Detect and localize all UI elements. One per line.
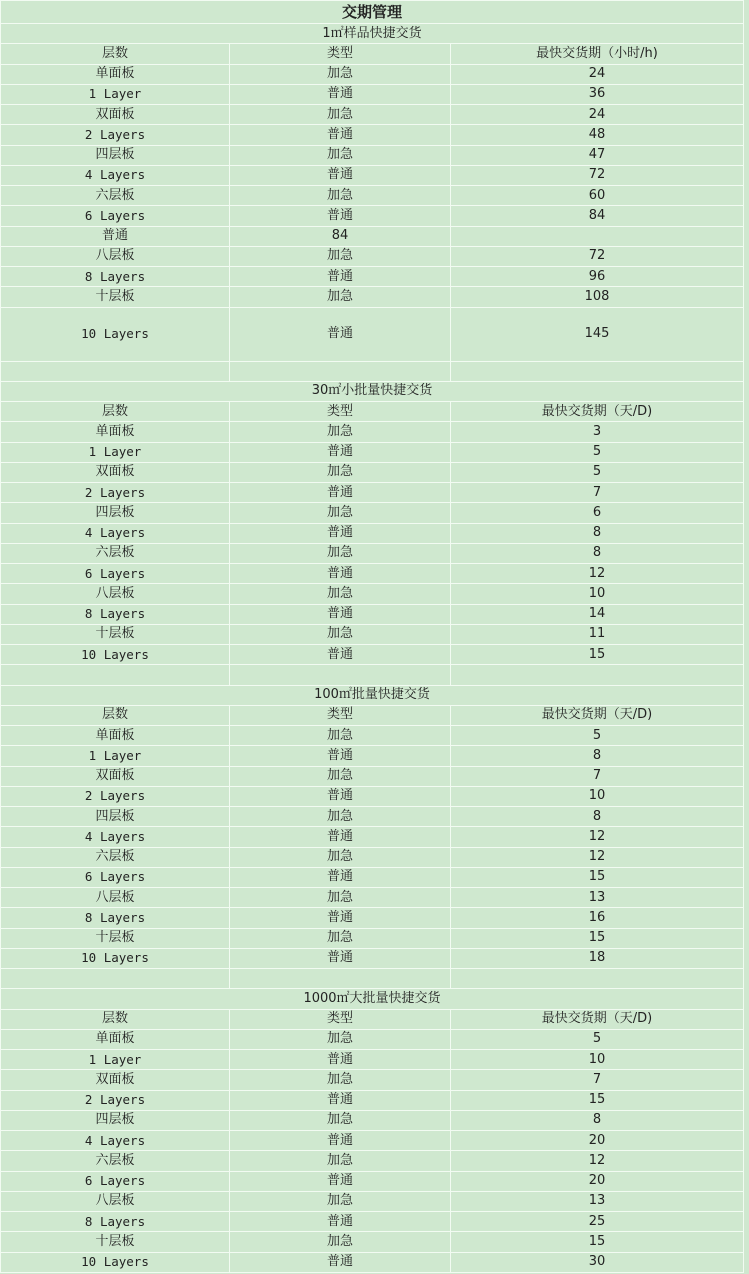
section-title-row <box>1 685 744 705</box>
type-cell: 普通 <box>230 867 451 887</box>
type-cell: 普通 <box>230 604 451 624</box>
delivery-time-cell: 15 <box>451 1232 744 1252</box>
delivery-time-cell: 8 <box>451 746 744 766</box>
layer-cell: 10 Layers <box>1 307 230 361</box>
table-row <box>1 564 744 584</box>
section-title-row <box>1 381 744 401</box>
layer-cell: 八层板 <box>1 584 230 604</box>
layer-cell: 1 Layer <box>1 84 230 104</box>
delivery-time-cell: 5 <box>451 462 744 482</box>
table-row <box>1 422 744 442</box>
delivery-time-cell: 12 <box>451 564 744 584</box>
type-cell: 加急 <box>230 543 451 563</box>
delivery-time-cell: 5 <box>451 442 744 462</box>
table-row <box>1 847 744 867</box>
table-row <box>1 1191 744 1211</box>
table-row <box>1 1232 744 1252</box>
delivery-time-cell: 14 <box>451 604 744 624</box>
layer-cell: 十层板 <box>1 287 230 307</box>
type-cell: 普通 <box>230 307 451 361</box>
table-row <box>1 125 744 145</box>
type-cell: 普通 <box>230 165 451 185</box>
column-header: 最快交货期（天/D) <box>451 705 744 725</box>
column-header: 层数 <box>1 402 230 422</box>
table-row <box>1 1050 744 1070</box>
type-cell: 普通 <box>230 645 451 665</box>
table-row <box>1 307 744 361</box>
type-cell: 普通 <box>230 84 451 104</box>
type-cell: 加急 <box>230 64 451 84</box>
layer-cell: 单面板 <box>1 1029 230 1049</box>
delivery-time-cell: 20 <box>451 1131 744 1151</box>
section-title: 1㎡样品快捷交货 <box>1 24 744 44</box>
type-cell: 加急 <box>230 287 451 307</box>
layer-cell: 双面板 <box>1 105 230 125</box>
type-cell: 84 <box>230 226 451 246</box>
layer-cell: 十层板 <box>1 1232 230 1252</box>
header-row <box>1 705 744 725</box>
table-row <box>1 442 744 462</box>
type-cell: 加急 <box>230 186 451 206</box>
type-cell: 普通 <box>230 1212 451 1232</box>
layer-cell: 8 Layers <box>1 604 230 624</box>
table-row <box>1 766 744 786</box>
table-row <box>1 746 744 766</box>
column-header: 类型 <box>230 705 451 725</box>
type-cell: 加急 <box>230 1029 451 1049</box>
column-header: 最快交货期（小时/h) <box>451 44 744 64</box>
delivery-time-cell: 30 <box>451 1252 744 1272</box>
table-row <box>1 807 744 827</box>
delivery-time-cell: 24 <box>451 64 744 84</box>
delivery-time-cell: 8 <box>451 523 744 543</box>
layer-cell: 2 Layers <box>1 1090 230 1110</box>
delivery-time-cell: 8 <box>451 1110 744 1130</box>
type-cell: 加急 <box>230 888 451 908</box>
layer-cell: 6 Layers <box>1 564 230 584</box>
type-cell: 加急 <box>230 105 451 125</box>
delivery-time-cell: 25 <box>451 1212 744 1232</box>
empty-cell <box>451 969 744 989</box>
delivery-time-cell <box>451 226 744 246</box>
table-row <box>1 888 744 908</box>
layer-cell: 4 Layers <box>1 827 230 847</box>
type-cell: 加急 <box>230 1110 451 1130</box>
table-row <box>1 145 744 165</box>
type-cell: 加急 <box>230 1232 451 1252</box>
table-row <box>1 786 744 806</box>
table-row <box>1 1252 744 1272</box>
type-cell: 加急 <box>230 246 451 266</box>
type-cell: 普通 <box>230 483 451 503</box>
layer-cell: 10 Layers <box>1 1252 230 1272</box>
type-cell: 加急 <box>230 503 451 523</box>
empty-cell <box>230 665 451 685</box>
column-header: 最快交货期（天/D) <box>451 1009 744 1029</box>
table-row <box>1 105 744 125</box>
layer-cell: 1 Layer <box>1 746 230 766</box>
layer-cell: 10 Layers <box>1 645 230 665</box>
delivery-time-cell: 11 <box>451 624 744 644</box>
section-title: 100㎡批量快捷交货 <box>1 685 744 705</box>
type-cell: 加急 <box>230 584 451 604</box>
type-cell: 加急 <box>230 766 451 786</box>
delivery-time-cell: 60 <box>451 186 744 206</box>
layer-cell: 四层板 <box>1 145 230 165</box>
delivery-time-cell: 15 <box>451 867 744 887</box>
layer-cell: 普通 <box>1 226 230 246</box>
layer-cell: 十层板 <box>1 928 230 948</box>
delivery-time-cell: 72 <box>451 246 744 266</box>
spacer-row <box>1 969 744 989</box>
table-row <box>1 1070 744 1090</box>
column-header: 类型 <box>230 1009 451 1029</box>
delivery-time-cell: 13 <box>451 1191 744 1211</box>
type-cell: 普通 <box>230 1050 451 1070</box>
type-cell: 普通 <box>230 267 451 287</box>
delivery-time-cell: 15 <box>451 1090 744 1110</box>
layer-cell: 双面板 <box>1 766 230 786</box>
table-row <box>1 1029 744 1049</box>
delivery-table-body <box>1 1 744 1273</box>
header-row <box>1 1009 744 1029</box>
delivery-time-cell: 72 <box>451 165 744 185</box>
layer-cell: 8 Layers <box>1 1212 230 1232</box>
table-row <box>1 645 744 665</box>
layer-cell: 八层板 <box>1 888 230 908</box>
type-cell: 普通 <box>230 1171 451 1191</box>
spacer-row <box>1 665 744 685</box>
layer-cell: 六层板 <box>1 186 230 206</box>
layer-cell: 单面板 <box>1 64 230 84</box>
table-row <box>1 503 744 523</box>
delivery-time-cell: 12 <box>451 847 744 867</box>
table-row <box>1 267 744 287</box>
delivery-time-cell: 5 <box>451 1029 744 1049</box>
delivery-time-cell: 16 <box>451 908 744 928</box>
layer-cell: 4 Layers <box>1 1131 230 1151</box>
delivery-time-cell: 145 <box>451 307 744 361</box>
type-cell: 普通 <box>230 1252 451 1272</box>
empty-cell <box>230 361 451 381</box>
type-cell: 普通 <box>230 1090 451 1110</box>
layer-cell: 6 Layers <box>1 1171 230 1191</box>
layer-cell: 4 Layers <box>1 523 230 543</box>
type-cell: 普通 <box>230 125 451 145</box>
header-row <box>1 402 744 422</box>
type-cell: 加急 <box>230 1070 451 1090</box>
layer-cell: 六层板 <box>1 543 230 563</box>
section-title-row <box>1 989 744 1009</box>
type-cell: 普通 <box>230 523 451 543</box>
table-row <box>1 928 744 948</box>
table-row <box>1 624 744 644</box>
section-title: 1000㎡大批量快捷交货 <box>1 989 744 1009</box>
layer-cell: 2 Layers <box>1 125 230 145</box>
layer-cell: 四层板 <box>1 807 230 827</box>
section-title: 30㎡小批量快捷交货 <box>1 381 744 401</box>
delivery-time-cell: 8 <box>451 807 744 827</box>
table-row <box>1 1212 744 1232</box>
layer-cell: 单面板 <box>1 726 230 746</box>
delivery-time-cell: 13 <box>451 888 744 908</box>
type-cell: 加急 <box>230 1151 451 1171</box>
layer-cell: 4 Layers <box>1 165 230 185</box>
table-row <box>1 908 744 928</box>
delivery-time-cell: 10 <box>451 786 744 806</box>
layer-cell: 十层板 <box>1 624 230 644</box>
table-row <box>1 523 744 543</box>
table-row <box>1 726 744 746</box>
delivery-time-cell: 7 <box>451 483 744 503</box>
layer-cell: 八层板 <box>1 1191 230 1211</box>
delivery-time-cell: 36 <box>451 84 744 104</box>
layer-cell: 8 Layers <box>1 267 230 287</box>
table-row <box>1 186 744 206</box>
delivery-time-cell: 8 <box>451 543 744 563</box>
delivery-time-cell: 5 <box>451 726 744 746</box>
table-row <box>1 827 744 847</box>
delivery-time-cell: 10 <box>451 584 744 604</box>
empty-cell <box>1 361 230 381</box>
header-row <box>1 44 744 64</box>
type-cell: 加急 <box>230 807 451 827</box>
table-row <box>1 1151 744 1171</box>
delivery-time-cell: 48 <box>451 125 744 145</box>
delivery-time-cell: 47 <box>451 145 744 165</box>
table-row <box>1 483 744 503</box>
table-row <box>1 64 744 84</box>
column-header: 层数 <box>1 1009 230 1029</box>
type-cell: 普通 <box>230 908 451 928</box>
table-row <box>1 206 744 226</box>
table-row <box>1 543 744 563</box>
table-row <box>1 1131 744 1151</box>
layer-cell: 10 Layers <box>1 948 230 968</box>
empty-cell <box>451 361 744 381</box>
table-row <box>1 1110 744 1130</box>
delivery-time-cell: 15 <box>451 645 744 665</box>
type-cell: 普通 <box>230 206 451 226</box>
page-title-row <box>1 1 744 24</box>
table-row <box>1 1171 744 1191</box>
delivery-time-cell: 12 <box>451 1151 744 1171</box>
layer-cell: 六层板 <box>1 847 230 867</box>
type-cell: 普通 <box>230 746 451 766</box>
table-row <box>1 246 744 266</box>
layer-cell: 8 Layers <box>1 908 230 928</box>
type-cell: 加急 <box>230 847 451 867</box>
column-header: 最快交货期（天/D) <box>451 402 744 422</box>
page-title: 交期管理 <box>1 1 744 24</box>
layer-cell: 六层板 <box>1 1151 230 1171</box>
delivery-time-cell: 18 <box>451 948 744 968</box>
layer-cell: 6 Layers <box>1 867 230 887</box>
layer-cell: 1 Layer <box>1 1050 230 1070</box>
table-row <box>1 287 744 307</box>
type-cell: 加急 <box>230 462 451 482</box>
delivery-time-cell: 15 <box>451 928 744 948</box>
layer-cell: 单面板 <box>1 422 230 442</box>
layer-cell: 双面板 <box>1 462 230 482</box>
layer-cell: 6 Layers <box>1 206 230 226</box>
type-cell: 加急 <box>230 1191 451 1211</box>
type-cell: 普通 <box>230 827 451 847</box>
column-header: 类型 <box>230 402 451 422</box>
table-row <box>1 1090 744 1110</box>
delivery-time-cell: 3 <box>451 422 744 442</box>
type-cell: 普通 <box>230 442 451 462</box>
delivery-time-cell: 7 <box>451 1070 744 1090</box>
table-row <box>1 584 744 604</box>
delivery-time-cell: 6 <box>451 503 744 523</box>
delivery-time-cell: 84 <box>451 206 744 226</box>
table-row <box>1 604 744 624</box>
type-cell: 加急 <box>230 928 451 948</box>
delivery-time-cell: 108 <box>451 287 744 307</box>
table-row <box>1 84 744 104</box>
section-title-row <box>1 24 744 44</box>
layer-cell: 1 Layer <box>1 442 230 462</box>
empty-cell <box>230 969 451 989</box>
type-cell: 普通 <box>230 948 451 968</box>
layer-cell: 2 Layers <box>1 786 230 806</box>
table-row <box>1 462 744 482</box>
layer-cell: 四层板 <box>1 503 230 523</box>
layer-cell: 双面板 <box>1 1070 230 1090</box>
column-header: 层数 <box>1 44 230 64</box>
empty-cell <box>451 665 744 685</box>
layer-cell: 2 Layers <box>1 483 230 503</box>
delivery-time-cell: 96 <box>451 267 744 287</box>
delivery-time-cell: 20 <box>451 1171 744 1191</box>
column-header: 层数 <box>1 705 230 725</box>
type-cell: 普通 <box>230 786 451 806</box>
empty-cell <box>1 969 230 989</box>
delivery-time-cell: 7 <box>451 766 744 786</box>
type-cell: 加急 <box>230 145 451 165</box>
layer-cell: 四层板 <box>1 1110 230 1130</box>
column-header: 类型 <box>230 44 451 64</box>
type-cell: 普通 <box>230 564 451 584</box>
type-cell: 加急 <box>230 726 451 746</box>
delivery-time-cell: 12 <box>451 827 744 847</box>
spacer-row <box>1 361 744 381</box>
layer-cell: 八层板 <box>1 246 230 266</box>
empty-cell <box>1 665 230 685</box>
type-cell: 加急 <box>230 624 451 644</box>
table-row <box>1 948 744 968</box>
delivery-time-cell: 24 <box>451 105 744 125</box>
delivery-time-cell: 10 <box>451 1050 744 1070</box>
table-row <box>1 165 744 185</box>
type-cell: 普通 <box>230 1131 451 1151</box>
table-row <box>1 867 744 887</box>
table-row <box>1 226 744 246</box>
type-cell: 加急 <box>230 422 451 442</box>
